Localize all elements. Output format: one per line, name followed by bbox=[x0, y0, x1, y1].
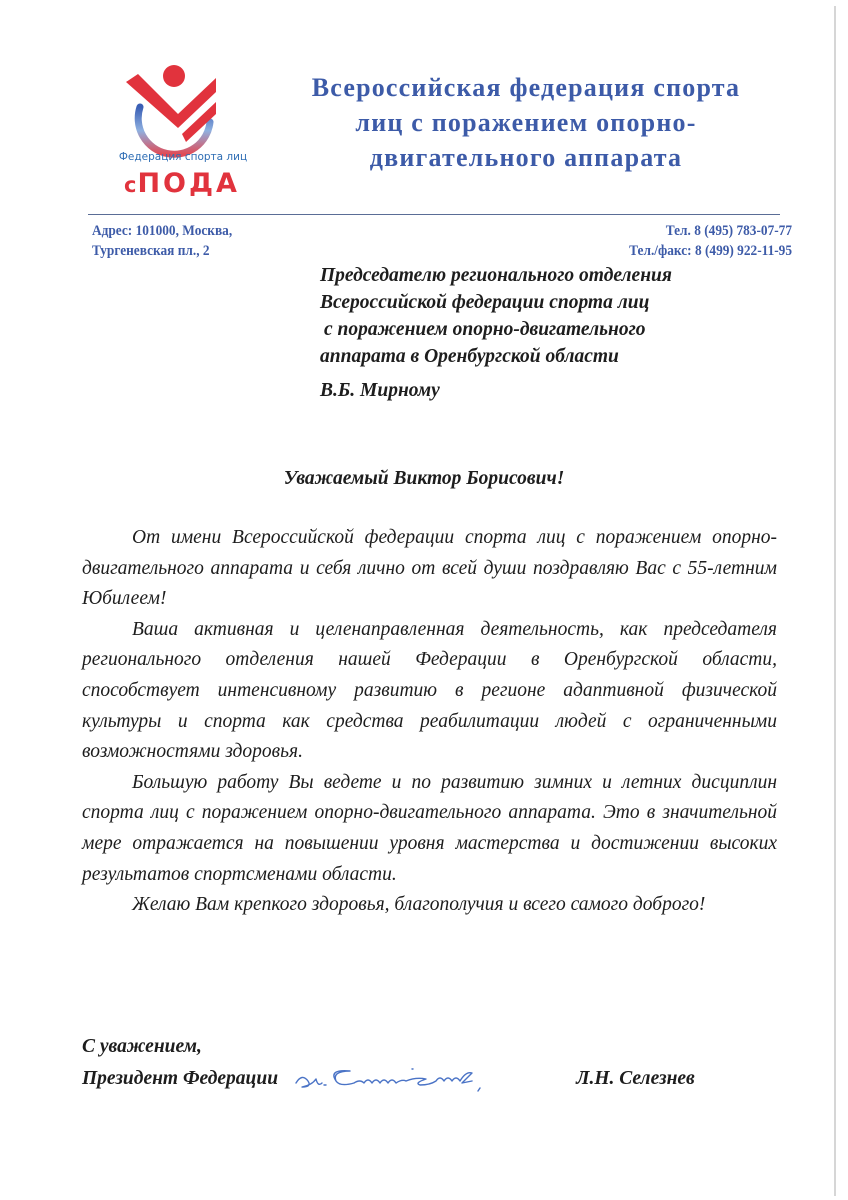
closing-regards: С уважением, bbox=[82, 1036, 202, 1057]
org-title-line: Всероссийская федерация спорта bbox=[311, 73, 741, 102]
handwritten-signature bbox=[292, 1063, 572, 1095]
body-paragraph: От имени Всероссийской федерации спорта лиц с поражением опорно-двигательного аппарата и себя лично от всей души поздравляю Вас с 55-летним Юбилеем! bbox=[82, 527, 777, 610]
phone-line: Тел. 8 (495) 783-07-77 bbox=[665, 223, 792, 239]
recipient-line: аппарата в Оренбургской области bbox=[320, 346, 619, 367]
recipient-line: Председателю регионального отделения bbox=[320, 265, 672, 286]
letterhead-divider bbox=[88, 214, 780, 215]
address-line: Адрес: 101000, Москва, bbox=[92, 223, 233, 239]
org-title-line: двигательного аппарата bbox=[369, 143, 683, 172]
logo-brand-prefix: с bbox=[124, 173, 138, 197]
body-paragraph: Желаю Вам крепкого здоровья, благополучия и всего самого доброго! bbox=[132, 894, 706, 916]
address-line: Тургеневская пл., 2 bbox=[92, 243, 210, 259]
address-block bbox=[92, 221, 232, 261]
signer-position: Президент Федерации bbox=[82, 1068, 279, 1089]
logo-brand-name: ПОДА bbox=[137, 168, 240, 199]
page-edge-line bbox=[834, 6, 836, 1196]
closing-signature-row bbox=[82, 1063, 695, 1095]
phone-block bbox=[629, 221, 792, 261]
recipient-line: Всероссийской федерации спорта лиц bbox=[320, 292, 650, 313]
body-paragraph: Большую работу Вы ведете и по развитию зимних и летних дисциплин спорта лиц с поражением опорно-двигательного аппарата. Это в значительной мере отражается на повышении уровня мастерства и достижении высоких результатов спортсменами области. bbox=[82, 771, 777, 885]
salutation: Уважаемый Виктор Борисович! bbox=[283, 468, 565, 489]
recipient-line: с поражением опорно-двигательного bbox=[324, 319, 646, 340]
recipient-name: В.Б. Мирному bbox=[320, 380, 440, 401]
org-title-line: лиц с поражением опорно- bbox=[355, 108, 697, 137]
signer-name: Л.Н. Селезнев bbox=[576, 1068, 695, 1089]
body-paragraph: Ваша активная и целенаправленная деятельность, как председателя регионального отделения нашей Федерации в Оренбургской области, способствует интенсивному развитию в регионе адаптивной физической культуры и спорта как средства реабилитации людей с ограниченными возможностями здоровья. bbox=[82, 618, 777, 763]
logo-caption: Федерация спорта лиц bbox=[118, 151, 248, 163]
letter-body bbox=[82, 523, 777, 921]
organization-title bbox=[282, 70, 770, 175]
logo-brand bbox=[124, 168, 240, 199]
fax-line: Тел./факс: 8 (499) 922-11-95 bbox=[629, 243, 792, 259]
closing-block bbox=[82, 1031, 695, 1095]
recipient-block bbox=[320, 262, 672, 370]
